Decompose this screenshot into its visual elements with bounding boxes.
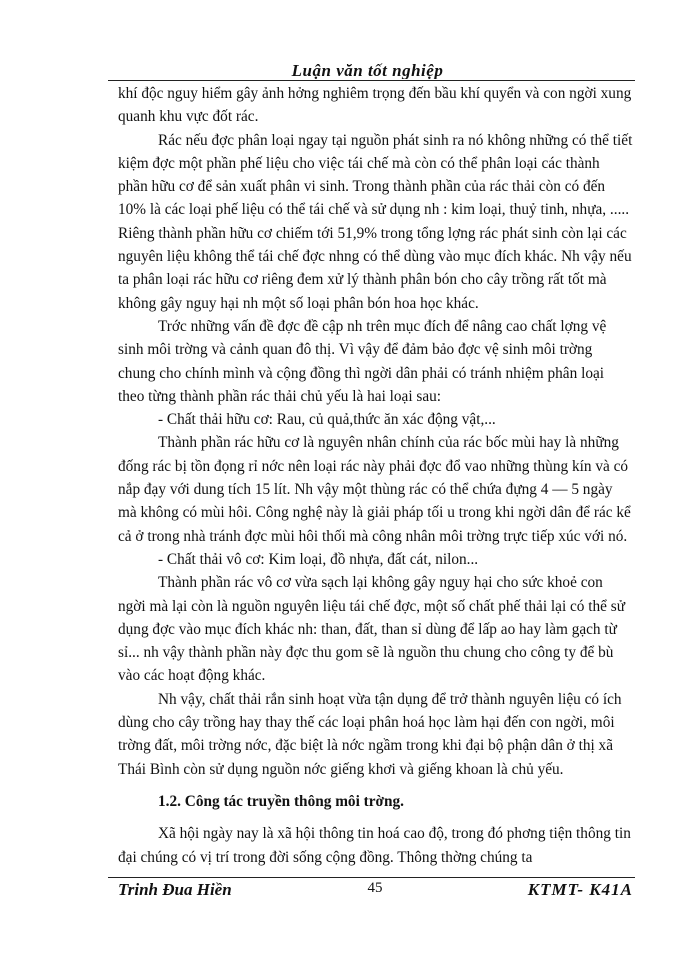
footer-author: Trinh Đua Hiền [118,880,232,899]
page-number: 45 [367,880,383,896]
list-item: - Chất thải hữu cơ: Rau, củ quả,thức ăn xác động vật,... [158,411,496,429]
paragraph: Xã hội ngày nay là xã hội thông tin hoá cao độ, trong đó phơng tiện thông tin đại chúng có vị trí trong đời sống cộng đồng. Thông thờng chúng ta [118,825,631,866]
paragraph: Nh vậy, chất thải rắn sinh hoạt vừa tận dụng để trở thành nguyên liệu có ích dùng cho cây trồng hay thay thế các loại phân hoá học làm hại đến con ngời, môi trờng đất, môi trờng nớc, đặc biệt là nớc ngầm trong khi đại bộ phận dân ở thị xã Thái Bình còn sử dụng nguồn nớc giếng khơi và giếng khoan là chủ yếu. [118,690,622,778]
section-heading: 1.2. Công tác truyền thông môi trờng. [158,792,404,810]
page-header-title: Luận văn tốt nghiệp [291,62,444,79]
paragraph-continuation: khí độc nguy hiểm gây ảnh hởng nghiêm trọng đến bầu khí quyển và con ngời xung quanh khu vực đốt rác. [118,85,632,126]
paragraph: Thành phần rác vô cơ vừa sạch lại không gây nguy hại cho sức khoẻ con ngời mà lại còn là nguồn nguyên liệu tái chế đợc, một số chất phế thải lại có thể sử dụng đợc vào mục đích khác nh: than, đất, than sỉ dùng để lấp ao hay làm gạch từ sỉ... nh vậy thành phần này đợc thu gom sẽ là nguồn thu chung cho công ty để bù vào các hoạt động khác. [118,574,626,685]
paragraph: Thành phần rác hữu cơ là nguyên nhân chính của rác bốc mùi hay là những đống rác bị tồn đọng rỉ nớc nên loại rác này phải đợc đổ vao những thùng kín và có nắp đạy với dung tích 15 lít. Nh vậy một thùng rác có thể chứa đựng 4 — 5 ngày mà không có mùi hôi. Công nghệ này là giải pháp tối u trong khi ngời dân để rác kể cả ở trong nhà tránh đợc mùi hôi thối mà công nhân môi trờng trực tiếp xúc với nó. [118,434,631,545]
header-rule [108,80,635,81]
list-item: - Chất thải vô cơ: Kim loại, đồ nhựa, đất cát, nilon... [158,550,479,568]
footer-rule [108,877,635,878]
body-text [118,82,633,869]
footer-class-code: KTMT- K41A [527,880,633,899]
paragraph: Rác nếu đợc phân loại ngay tại nguồn phát sinh ra nó không những có thể tiết kiệm đợc một phần phế liệu cho việc tái chế mà còn có thể phân loại các thành phần hữu cơ để sản xuất phân vi sinh. Trong thành phần của rác thải còn có đến 10% là các loại phế liệu có thể tái chế và sử dụng nh : kim loại, thuỷ tinh, nhựa, ..... Riêng thành phần hữu cơ chiếm tới 51,9% trong tổng lợng rác phát sinh còn lại các nguyên liệu không thể tái chế đợc nhng có thể dùng vào mục đích khác. Nh vậy nếu ta phân loại rác hữu cơ riêng đem xử lý thành phân bón cho cây trồng rất tốt mà không gây nguy hại nh một số loại phân bón hoa học khác. [118,131,633,312]
paragraph: Trớc những vấn đề đợc đề cập nh trên mục đích để nâng cao chất lợng vệ sinh môi trờng và cảnh quan đô thị. Vì vậy để đảm bảo đợc vệ sinh môi trờng chung cho chính mình và cộng đồng thì ngời dân phải có tránh nhiệm phân loại theo từng thành phần rác thải chủ yếu là hai loại sau: [118,317,607,405]
